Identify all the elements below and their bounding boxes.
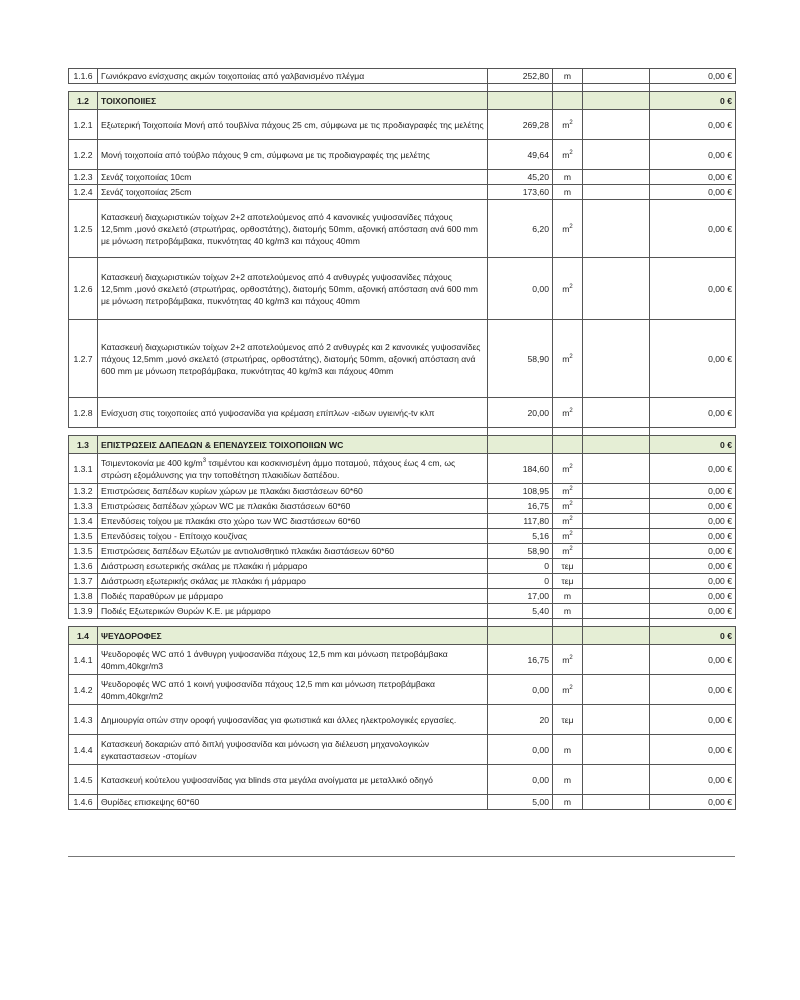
table-row [69,69,736,84]
section-header-row [69,436,736,454]
unit-text: τεμ [561,576,574,586]
spacer-cell [583,619,650,627]
item-code: 1.3.5 [69,529,98,544]
item-description [98,454,488,484]
spacer-cell [583,428,650,436]
unit-text: m [563,591,572,601]
item-unit [553,735,583,765]
item-unit-price [583,604,650,619]
item-unit-price [583,735,650,765]
unit-superscript: 2 [569,654,573,661]
item-total: 0,00 € [650,604,736,619]
unit-text: m [562,546,570,556]
item-unit-price [583,795,650,810]
table-row [69,499,736,514]
unit-text: m [563,606,572,616]
item-unit-price [583,574,650,589]
item-description: Ενίσχυση στις τοιχοποιίες από γυψοσανίδα για κρέμαση επίπλων -ειδων υγιεινής-tv κλπ [98,398,488,428]
item-unit [553,559,583,574]
table-row [69,559,736,574]
superscript: 3 [202,457,207,464]
item-total: 0,00 € [650,795,736,810]
item-code: 1.4.5 [69,765,98,795]
item-quantity: 252,80 [488,69,553,84]
section-total: 0 € [650,436,736,454]
spacer-cell [98,84,488,92]
item-unit [553,795,583,810]
cost-table [68,68,736,810]
item-code: 1.2.8 [69,398,98,428]
unit-superscript: 2 [569,223,573,230]
unit-text: m [562,119,570,130]
section-total: 0 € [650,92,736,110]
item-total: 0,00 € [650,258,736,320]
unit-text: m [562,654,570,665]
item-code: 1.3.8 [69,589,98,604]
section-code: 1.4 [69,627,98,645]
item-code: 1.3.7 [69,574,98,589]
item-code: 1.3.5 [69,544,98,559]
item-description: Επενδύσεις τοίχου - Επίτοιχο κουζίνας [98,529,488,544]
item-code: 1.2.3 [69,170,98,185]
item-total: 0,00 € [650,765,736,795]
item-total: 0,00 € [650,574,736,589]
item-unit-price [583,514,650,529]
spacer-row [69,619,736,627]
section-code: 1.3 [69,436,98,454]
item-quantity: 49,64 [488,140,553,170]
unit-text: m [562,501,570,511]
unit-text: m [562,463,570,474]
bottom-rule [68,856,735,857]
table-row [69,170,736,185]
item-quantity: 0,00 [488,735,553,765]
item-code: 1.3.6 [69,559,98,574]
item-unit-price [583,200,650,258]
item-quantity: 0,00 [488,675,553,705]
section-code: 1.2 [69,92,98,110]
spacer-row [69,84,736,92]
item-quantity: 173,60 [488,185,553,200]
item-unit-price [583,765,650,795]
item-code: 1.4.4 [69,735,98,765]
section-header-row [69,92,736,110]
item-code: 1.3.9 [69,604,98,619]
item-unit [553,320,583,398]
section-unit-cell [553,436,583,454]
table-row [69,398,736,428]
unit-text: m [562,684,570,695]
item-unit [553,110,583,140]
unit-text: m [562,353,570,364]
item-code: 1.4.6 [69,795,98,810]
spacer-cell [488,619,553,627]
table-row [69,589,736,604]
item-unit [553,574,583,589]
item-unit [553,705,583,735]
item-code: 1.4.1 [69,645,98,675]
item-unit-price [583,589,650,604]
item-unit-price [583,110,650,140]
spacer-cell [488,84,553,92]
unit-superscript: 2 [569,119,573,126]
item-total: 0,00 € [650,705,736,735]
item-code: 1.4.2 [69,675,98,705]
description-text: Τσιμεντοκονία με 400 kg/m [101,457,203,468]
item-unit [553,604,583,619]
item-total: 0,00 € [650,185,736,200]
item-unit [553,69,583,84]
spacer-cell [583,84,650,92]
unit-text: m [562,223,570,234]
item-total: 0,00 € [650,170,736,185]
unit-text: m [562,283,570,294]
item-description: Κατασκευή δοκαριών από διπλή γυψοσανίδα και μόνωση για διέλευση μηχανολογικών εγκαταστασεων -στομίων [98,735,488,765]
unit-text: τεμ [561,561,574,571]
item-description: Ψευδοροφές WC από 1 άνθυγρη γυψοσανίδα πάχους 12,5 mm και μόνωση πετροβάμβακα 40mm,40kgr/m3 [98,645,488,675]
table-row [69,484,736,499]
unit-superscript: 2 [569,546,573,552]
section-qty-cell [488,627,553,645]
spacer-cell [650,619,736,627]
item-unit [553,499,583,514]
item-total: 0,00 € [650,140,736,170]
table-row [69,705,736,735]
item-description: Κατασκευή κούτελου γυψοσανίδας για blinds στα μεγάλα ανοίγματα με μεταλλικό οδηγό [98,765,488,795]
section-title: ΤΟΙΧΟΠΟΙΙΕΣ [98,92,488,110]
item-description: Ψευδοροφές WC από 1 κοινή γυψοσανίδα πάχους 12,5 mm και μόνωση πετροβάμβακα 40mm,40kgr/m2 [98,675,488,705]
item-unit [553,544,583,559]
unit-superscript: 2 [569,501,573,507]
item-unit [553,170,583,185]
table-row [69,140,736,170]
item-total: 0,00 € [650,398,736,428]
item-unit [553,529,583,544]
item-quantity: 45,20 [488,170,553,185]
spacer-cell [650,428,736,436]
item-quantity: 0 [488,559,553,574]
unit-superscript: 2 [569,149,573,156]
unit-text: m [563,774,572,785]
spacer-cell [98,619,488,627]
item-unit [553,140,583,170]
item-code: 1.4.3 [69,705,98,735]
spacer-row [69,428,736,436]
spacer-cell [69,619,98,627]
item-quantity: 16,75 [488,645,553,675]
unit-text: m [563,797,572,807]
item-total: 0,00 € [650,454,736,484]
table-row [69,735,736,765]
item-total: 0,00 € [650,514,736,529]
item-quantity: 117,80 [488,514,553,529]
section-price-cell [583,92,650,110]
item-total: 0,00 € [650,559,736,574]
unit-text: m [563,187,572,197]
table-row [69,765,736,795]
item-code: 1.2.7 [69,320,98,398]
table-row [69,795,736,810]
item-quantity: 5,40 [488,604,553,619]
item-total: 0,00 € [650,645,736,675]
spacer-cell [553,619,583,627]
item-unit-price [583,559,650,574]
item-code: 1.2.4 [69,185,98,200]
unit-text: m [563,71,572,81]
unit-text: m [562,531,570,541]
item-unit-price [583,320,650,398]
item-unit [553,185,583,200]
table-row [69,675,736,705]
item-description: Ποδιές παραθύρων με μάρμαρο [98,589,488,604]
unit-superscript: 2 [569,283,573,290]
spacer-cell [69,84,98,92]
item-total: 0,00 € [650,320,736,398]
item-unit-price [583,258,650,320]
item-unit-price [583,499,650,514]
item-description: Μονή τοιχοποιία από τούβλο πάχους 9 cm, σύμφωνα με τις προδιαγραφές της μελέτης [98,140,488,170]
table-row [69,529,736,544]
unit-superscript: 2 [569,684,573,691]
item-unit-price [583,645,650,675]
item-quantity: 5,16 [488,529,553,544]
item-quantity: 17,00 [488,589,553,604]
item-unit [553,258,583,320]
item-code: 1.1.6 [69,69,98,84]
unit-text: m [562,149,570,160]
item-description: Διάστρωση εξωτερικής σκάλας με πλακάκι ή μάρμαρο [98,574,488,589]
item-total: 0,00 € [650,69,736,84]
item-total: 0,00 € [650,499,736,514]
item-code: 1.2.6 [69,258,98,320]
item-description: Κατασκευή διαχωριστικών τοίχων 2+2 αποτελούμενος από 4 ανθυγρές γυψοσανίδες πάχους 12,5mm ,μονό σκελετό (στρωτήρας, ορθοστάτης), διατομής 50mm, αξονική απόσταση ανά 600 mm με μόνωση πετροβάμβακα, πυκνότητας 40 kg/m3 και πάχους 40mm [98,258,488,320]
item-quantity: 0,00 [488,258,553,320]
unit-text: m [562,407,570,418]
unit-text: m [562,516,570,526]
item-unit-price [583,398,650,428]
section-unit-cell [553,627,583,645]
item-description: Γωνιόκρανο ενίσχυσης ακμών τοιχοποιίας από γαλβανισμένο πλέγμα [98,69,488,84]
table-row [69,544,736,559]
item-quantity: 16,75 [488,499,553,514]
item-unit [553,484,583,499]
item-description: Κατασκευή διαχωριστικών τοίχων 2+2 αποτελούμενος από 4 κανονικές γυψοσανίδες πάχους 12,5mm ,μονό σκελετό (στρωτήρας, ορθοστάτης), διατομής 50mm, αξονική απόσταση ανά 600 mm με μόνωση πετροβάμβακα, πυκνότητας 40 kg/m3 και πάχους 40mm [98,200,488,258]
item-unit [553,200,583,258]
item-code: 1.2.5 [69,200,98,258]
item-description: Επιστρώσεις δαπέδων κυρίων χώρων με πλακάκι διαστάσεων 60*60 [98,484,488,499]
unit-text: τεμ [561,714,574,725]
item-quantity: 58,90 [488,544,553,559]
section-title: ΨΕΥΔΟΡΟΦΕΣ [98,627,488,645]
item-description: Επιστρώσεις δαπέδων χώρων WC με πλακάκι διαστάσεων 60*60 [98,499,488,514]
section-unit-cell [553,92,583,110]
item-quantity: 0,00 [488,765,553,795]
item-unit-price [583,529,650,544]
item-total: 0,00 € [650,529,736,544]
item-description: Κατασκευή διαχωριστικών τοίχων 2+2 αποτελούμενος από 2 ανθυγρές και 2 κανονικές γυψοσανίδες πάχους 12,5mm ,μονό σκελετό (στρωτήρας, ορθοστάτης), διατομής 50mm, αξονική απόσταση ανά 600 mm με μόνωση πετροβάμβακα, πυκνότητας 40 kg/m3 και πάχους 40mm [98,320,488,398]
section-price-cell [583,627,650,645]
item-quantity: 20 [488,705,553,735]
section-title: ΕΠΙΣΤΡΩΣΕΙΣ ΔΑΠΕΔΩΝ & ΕΠΕΝΔΥΣΕΙΣ ΤΟΙΧΟΠΟΙΙΩΝ WC [98,436,488,454]
section-price-cell [583,436,650,454]
item-description: Επιστρώσεις δαπέδων Εξωτών με αντιολισθητικό πλακάκι διαστάσεων 60*60 [98,544,488,559]
item-quantity: 6,20 [488,200,553,258]
item-description: Ποδιές Εξωτερικών Θυρών Κ.Ε. με μάρμαρο [98,604,488,619]
table-row [69,645,736,675]
unit-superscript: 2 [569,353,573,360]
unit-text: m [562,486,570,496]
item-description: Σενάζ τοιχοποιίας 10cm [98,170,488,185]
item-code: 1.3.3 [69,499,98,514]
item-quantity: 0 [488,574,553,589]
item-unit [553,514,583,529]
item-total: 0,00 € [650,675,736,705]
section-qty-cell [488,436,553,454]
unit-superscript: 2 [569,531,573,537]
item-code: 1.3.1 [69,454,98,484]
item-unit-price [583,454,650,484]
spacer-cell [69,428,98,436]
item-unit [553,675,583,705]
spacer-cell [98,428,488,436]
spacer-cell [553,84,583,92]
table-row [69,574,736,589]
item-code: 1.2.1 [69,110,98,140]
item-quantity: 20,00 [488,398,553,428]
unit-superscript: 2 [569,463,573,470]
item-quantity: 108,95 [488,484,553,499]
table-row [69,258,736,320]
item-total: 0,00 € [650,484,736,499]
item-total: 0,00 € [650,544,736,559]
unit-superscript: 2 [569,516,573,522]
item-description: Σενάζ τοιχοποιίας 25cm [98,185,488,200]
item-quantity: 5,00 [488,795,553,810]
item-unit [553,589,583,604]
item-unit-price [583,544,650,559]
item-total: 0,00 € [650,200,736,258]
item-unit [553,765,583,795]
item-description: Θυρίδες επισκεψης 60*60 [98,795,488,810]
table-row [69,110,736,140]
item-unit-price [583,170,650,185]
item-description: Εξωτερική Τοιχοποιία Μονή από τουβλίνα πάχους 25 cm, σύμφωνα με τις προδιαγραφές της μελέτης [98,110,488,140]
item-unit-price [583,705,650,735]
item-quantity: 58,90 [488,320,553,398]
item-code: 1.3.4 [69,514,98,529]
item-quantity: 184,60 [488,454,553,484]
table-row [69,200,736,258]
table-row [69,185,736,200]
item-unit-price [583,185,650,200]
item-code: 1.3.2 [69,484,98,499]
unit-text: m [563,744,572,755]
item-total: 0,00 € [650,110,736,140]
table-row [69,604,736,619]
item-description: Διάστρωση εσωτερικής σκάλας με πλακάκι ή μάρμαρο [98,559,488,574]
item-unit-price [583,675,650,705]
item-unit [553,454,583,484]
section-qty-cell [488,92,553,110]
item-description: Δημιουργία οπών στην οροφή γυψοσανίδας για φωτιστικά και άλλες ηλεκτρολογικές εργασίες. [98,705,488,735]
section-header-row [69,627,736,645]
unit-superscript: 2 [569,486,573,492]
spacer-cell [553,428,583,436]
item-total: 0,00 € [650,735,736,765]
description-text: τσιμέντου και κοσκινισμένη άμμο ποταμού, πάχους έως 4 cm, ως στρώση εξομάλυνσης για την τοποθέτηση πλακιδίων δαπέδου. [101,457,456,480]
spacer-cell [488,428,553,436]
cost-table-sheet [68,68,735,810]
item-total: 0,00 € [650,589,736,604]
spacer-cell [650,84,736,92]
item-unit [553,398,583,428]
item-unit-price [583,69,650,84]
item-unit [553,645,583,675]
table-row [69,514,736,529]
item-quantity: 269,28 [488,110,553,140]
item-code: 1.2.2 [69,140,98,170]
table-row [69,454,736,484]
section-total: 0 € [650,627,736,645]
table-row [69,320,736,398]
item-unit-price [583,484,650,499]
unit-superscript: 2 [569,407,573,414]
item-description: Επενδύσεις τοίχου με πλακάκι στο χώρο των WC διαστάσεων 60*60 [98,514,488,529]
item-unit-price [583,140,650,170]
unit-text: m [563,172,572,182]
